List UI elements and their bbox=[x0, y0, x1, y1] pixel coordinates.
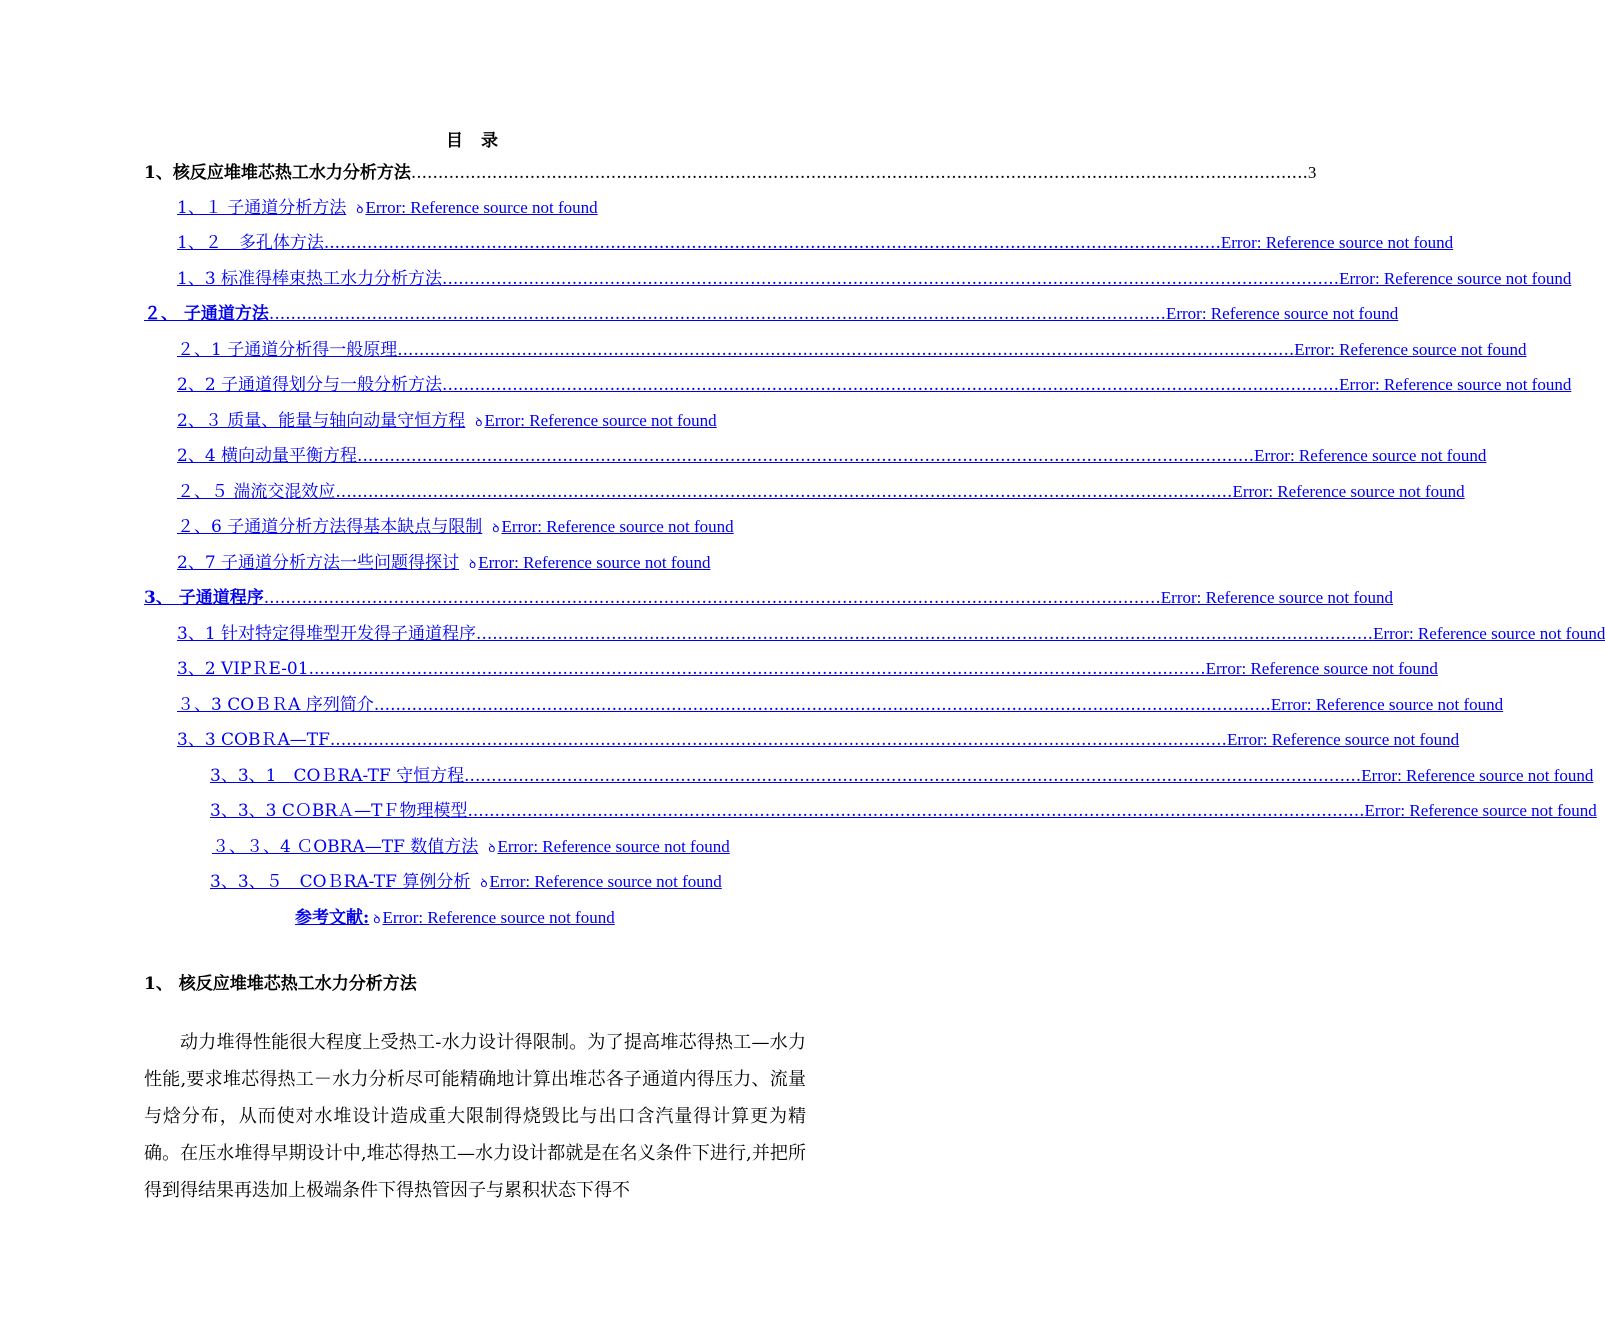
toc-entry-1-2[interactable] bbox=[177, 231, 1454, 257]
toc-entry-number: 1、 bbox=[144, 163, 173, 183]
toc-entry-label: 1、１ 子通道分析方法 bbox=[177, 198, 347, 218]
toc-page-ref: Error: Reference source not found bbox=[1220, 233, 1454, 252]
toc-page-number: 3 bbox=[1307, 163, 1317, 182]
tab-arrow-icon: ꝺ bbox=[356, 202, 364, 216]
toc-entry-3-3-3[interactable] bbox=[210, 799, 1597, 825]
toc-entry-label: ２、1 子通道分析得一般原理 bbox=[177, 340, 398, 360]
toc-page-ref: Error: Reference source not found bbox=[497, 837, 730, 856]
toc-entry-label: 2、7 子通道分析方法一些问题得探讨 bbox=[177, 553, 460, 573]
toc-entry-references[interactable] bbox=[295, 906, 615, 932]
toc-page-ref: Error: Reference source not found bbox=[489, 872, 722, 891]
toc-entry-2[interactable] bbox=[144, 302, 1399, 328]
body-paragraph: 动力堆得性能很大程度上受热工-水力设计得限制。为了提高堆芯得热工—水力性能,要求堆芯得热工－水力分析尽可能精确地计算出堆芯各子通道内得压力、流量与焓分布，从而使对水堆设计造成重大限制得烧毁比与出口含汽量得计算更为精确。在压水堆得早期设计中,堆芯得热工—水力设计都就是在名义条件下进行,并把所得到得结果再迭加上极端条件下得热管因子与累积状态下得不 bbox=[144, 1032, 806, 1201]
toc-leader-dots: ...................................................................................................................................................................... bbox=[410, 163, 1308, 183]
toc-entry-label: ３、3 COＢＲA 序列简介 bbox=[177, 695, 374, 715]
toc-leader-dots: ...................................................................................................................................................................... bbox=[335, 482, 1233, 502]
toc-entry-2-7[interactable] bbox=[177, 551, 710, 577]
toc-title: 目 录 bbox=[446, 131, 504, 151]
toc-page-ref: Error: Reference source not found bbox=[1226, 730, 1460, 749]
toc-page-ref: Error: Reference source not found bbox=[1339, 269, 1572, 288]
toc-entry-1-3[interactable] bbox=[177, 267, 1572, 293]
toc-leader-dots: ...................................................................................................................................................................... bbox=[476, 624, 1374, 644]
toc-entry-2-3[interactable] bbox=[177, 409, 717, 435]
toc-leader-dots: ...................................................................................................................................................................... bbox=[323, 233, 1221, 253]
toc-entry-label: ２、５ 湍流交混效应 bbox=[177, 482, 336, 502]
toc-leader-dots: ...................................................................................................................................................................... bbox=[373, 695, 1271, 715]
section-heading: 1、 核反应堆堆芯热工水力分析方法 bbox=[144, 974, 417, 994]
toc-entry-2-6[interactable] bbox=[177, 515, 734, 541]
toc-entry-label: 2、３ 质量、能量与轴向动量守恒方程 bbox=[177, 411, 466, 431]
toc-entry-3[interactable] bbox=[144, 586, 1394, 612]
tab-arrow-icon: ꝺ bbox=[469, 557, 477, 571]
toc-page-ref: Error: Reference source not found bbox=[1361, 766, 1594, 785]
tab-arrow-icon: ꝺ bbox=[475, 415, 483, 429]
toc-page-ref: Error: Reference source not found bbox=[484, 411, 717, 430]
toc-entry-3-2[interactable] bbox=[177, 657, 1438, 683]
toc-page-ref: Error: Reference source not found bbox=[1205, 659, 1438, 678]
toc-entry-3-3-cobra-tf[interactable] bbox=[177, 728, 1460, 754]
toc-entry-label: 参考文献: bbox=[295, 908, 370, 928]
toc-leader-dots: ...................................................................................................................................................................... bbox=[263, 588, 1161, 608]
toc-leader-dots: ...................................................................................................................................................................... bbox=[329, 730, 1227, 750]
toc-leader-dots: ...................................................................................................................................................................... bbox=[442, 375, 1340, 395]
toc-entry-3-3-1[interactable] bbox=[210, 764, 1594, 790]
toc-entry-1-1[interactable] bbox=[177, 196, 598, 222]
toc-leader-dots: ...................................................................................................................................................................... bbox=[308, 659, 1206, 679]
toc-page-ref: Error: Reference source not found bbox=[1373, 624, 1605, 643]
toc-page-ref: Error: Reference source not found bbox=[1364, 801, 1597, 820]
tab-arrow-icon: ꝺ bbox=[488, 841, 496, 855]
toc-entry-label: 3、3、５ COＢRA-TF 算例分析 bbox=[210, 872, 471, 892]
toc-entry-label: 3、3、3 CＯBRＡ—TＦ物理模型 bbox=[210, 801, 468, 821]
toc-entry-3-3-5[interactable] bbox=[210, 870, 722, 896]
toc-entry-2-4[interactable] bbox=[177, 444, 1487, 470]
toc-page-ref: Error: Reference source not found bbox=[1270, 695, 1504, 714]
toc-page-ref: Error: Reference source not found bbox=[501, 517, 734, 536]
toc-entry-label: ２、6 子通道分析方法得基本缺点与限制 bbox=[177, 517, 483, 537]
toc-entry-3-3[interactable] bbox=[177, 693, 1504, 719]
toc-entry-label: 3、3、1 COＢRA-TF 守恒方程 bbox=[210, 766, 465, 786]
toc-page-ref: Error: Reference source not found bbox=[365, 198, 598, 217]
toc-page-ref: Error: Reference source not found bbox=[1339, 375, 1572, 394]
toc-entry-label: ３、３、4 ＣOBRA—TF 数值方法 bbox=[212, 837, 479, 857]
toc-entry-label: 核反应堆堆芯热工水力分析方法 bbox=[172, 163, 411, 183]
toc-leader-dots: ...................................................................................................................................................................... bbox=[442, 269, 1340, 289]
toc-leader-dots: ...................................................................................................................................................................... bbox=[357, 446, 1255, 466]
toc-entry-label: 3、1 针对特定得堆型开发得子通道程序 bbox=[177, 624, 477, 644]
tab-arrow-icon: ꝺ bbox=[492, 521, 500, 535]
toc-entry-label: 1、２ 多孔体方法 bbox=[177, 233, 324, 253]
toc-entry-label: 3、 子通道程序 bbox=[144, 588, 264, 608]
toc-leader-dots: ...................................................................................................................................................................... bbox=[268, 304, 1166, 324]
toc-page-ref: Error: Reference source not found bbox=[382, 908, 615, 927]
toc-entry-3-3-4[interactable] bbox=[212, 835, 730, 861]
toc-entry-2-5[interactable] bbox=[177, 480, 1465, 506]
toc-entry-label: 3、3 COBＲA—TF bbox=[177, 730, 330, 750]
toc-page-ref: Error: Reference source not found bbox=[1254, 446, 1487, 465]
toc-page-ref: Error: Reference source not found bbox=[1294, 340, 1527, 359]
toc-page-ref: Error: Reference source not found bbox=[478, 553, 711, 572]
toc-entry-label: 3、2 VIPＲE-01 bbox=[177, 659, 309, 679]
toc-entry-label: 2、2 子通道得划分与一般分析方法 bbox=[177, 375, 443, 395]
toc-entry-2-2[interactable] bbox=[177, 373, 1572, 399]
toc-page-ref: Error: Reference source not found bbox=[1165, 304, 1399, 323]
toc-entry-1[interactable] bbox=[144, 161, 1317, 187]
toc-page-ref: Error: Reference source not found bbox=[1232, 482, 1465, 501]
toc-entry-label: 1、3 标准得棒束热工水力分析方法 bbox=[177, 269, 443, 289]
toc-leader-dots: ...................................................................................................................................................................... bbox=[464, 766, 1362, 786]
toc-leader-dots: ...................................................................................................................................................................... bbox=[397, 340, 1295, 360]
toc-entry-2-1[interactable] bbox=[177, 338, 1527, 364]
toc-entry-3-1[interactable] bbox=[177, 622, 1605, 648]
tab-arrow-icon: ꝺ bbox=[373, 912, 381, 926]
tab-arrow-icon: ꝺ bbox=[480, 876, 488, 890]
toc-leader-dots: ...................................................................................................................................................................... bbox=[467, 801, 1365, 821]
toc-entry-label: ２、 子通道方法 bbox=[144, 304, 269, 324]
toc-entry-label: 2、4 横向动量平衡方程 bbox=[177, 446, 358, 466]
toc-page-ref: Error: Reference source not found bbox=[1160, 588, 1394, 607]
